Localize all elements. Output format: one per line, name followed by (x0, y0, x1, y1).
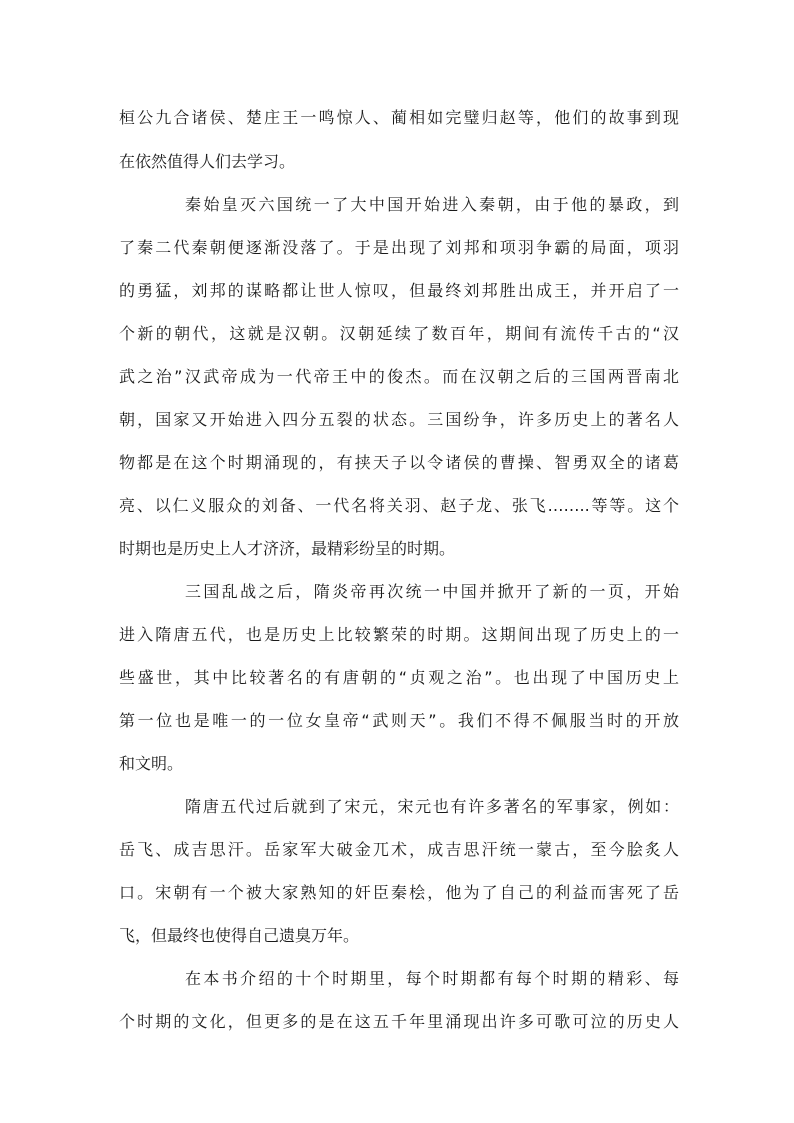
text-line: 武之治”汉武帝成为一代帝王中的俊杰。而在汉朝之后的三国两晋南北 (119, 367, 679, 386)
text-line: 第一位也是唯一的一位女皇帝“武则天”。我们不得不佩服当时的开放 (119, 711, 679, 730)
text-line: 个新的朝代，这就是汉朝。汉朝延续了数百年，期间有流传千古的“汉 (119, 324, 679, 343)
text-line: 了秦二代秦朝便逐渐没落了。于是出现了刘邦和项羽争霸的局面，项羽 (119, 238, 679, 257)
text-line: 物都是在这个时期涌现的，有挟天子以令诸侯的曹操、智勇双全的诸葛 (119, 453, 679, 472)
text-line: 进入隋唐五代，也是历史上比较繁荣的时期。这期间出现了历史上的一 (119, 625, 679, 644)
paragraph-first-line: 三国乱战之后，隋炎帝再次统一中国并掀开了新的一页，开始 (185, 582, 679, 601)
text-line: 个时期的文化，但更多的是在这五千年里涌现出许多可歌可泣的历史人 (119, 1012, 679, 1031)
text-line: 朝，国家又开始进入四分五裂的状态。三国纷争，许多历史上的著名人 (119, 410, 679, 429)
text-line: 岳飞、成吉思汗。岳家军大破金兀术，成吉思汗统一蒙古，至今脍炙人 (119, 840, 679, 859)
text-line: 口。宋朝有一个被大家熟知的奸臣秦桧，他为了自己的利益而害死了岳 (119, 883, 679, 902)
text-line: 桓公九合诸侯、楚庄王一鸣惊人、蔺相如完璧归赵等，他们的故事到现 (119, 108, 679, 127)
text-line: 时期也是历史上人才济济，最精彩纷呈的时期。 (119, 539, 456, 558)
text-line: 亮、以仁义服众的刘备、一代名将关羽、赵子龙、张飞……..等等。这个 (119, 496, 679, 515)
text-line: 飞，但最终也使得自己遗臭万年。 (119, 926, 360, 945)
text-line: 的勇猛，刘邦的谋略都让世人惊叹，但最终刘邦胜出成王，并开启了一 (119, 281, 679, 300)
text-line: 和文明。 (119, 754, 184, 773)
text-line: 些盛世，其中比较著名的有唐朝的“贞观之治”。也出现了中国历史上 (119, 668, 679, 687)
paragraph-first-line: 隋唐五代过后就到了宋元，宋元也有许多著名的军事家，例如： (185, 797, 679, 816)
paragraph-first-line: 秦始皇灭六国统一了大中国开始进入秦朝，由于他的暴政，到 (185, 195, 679, 214)
text-line: 在依然值得人们去学习。 (119, 152, 296, 171)
paragraph-first-line: 在本书介绍的十个时期里，每个时期都有每个时期的精彩、每 (185, 969, 679, 988)
